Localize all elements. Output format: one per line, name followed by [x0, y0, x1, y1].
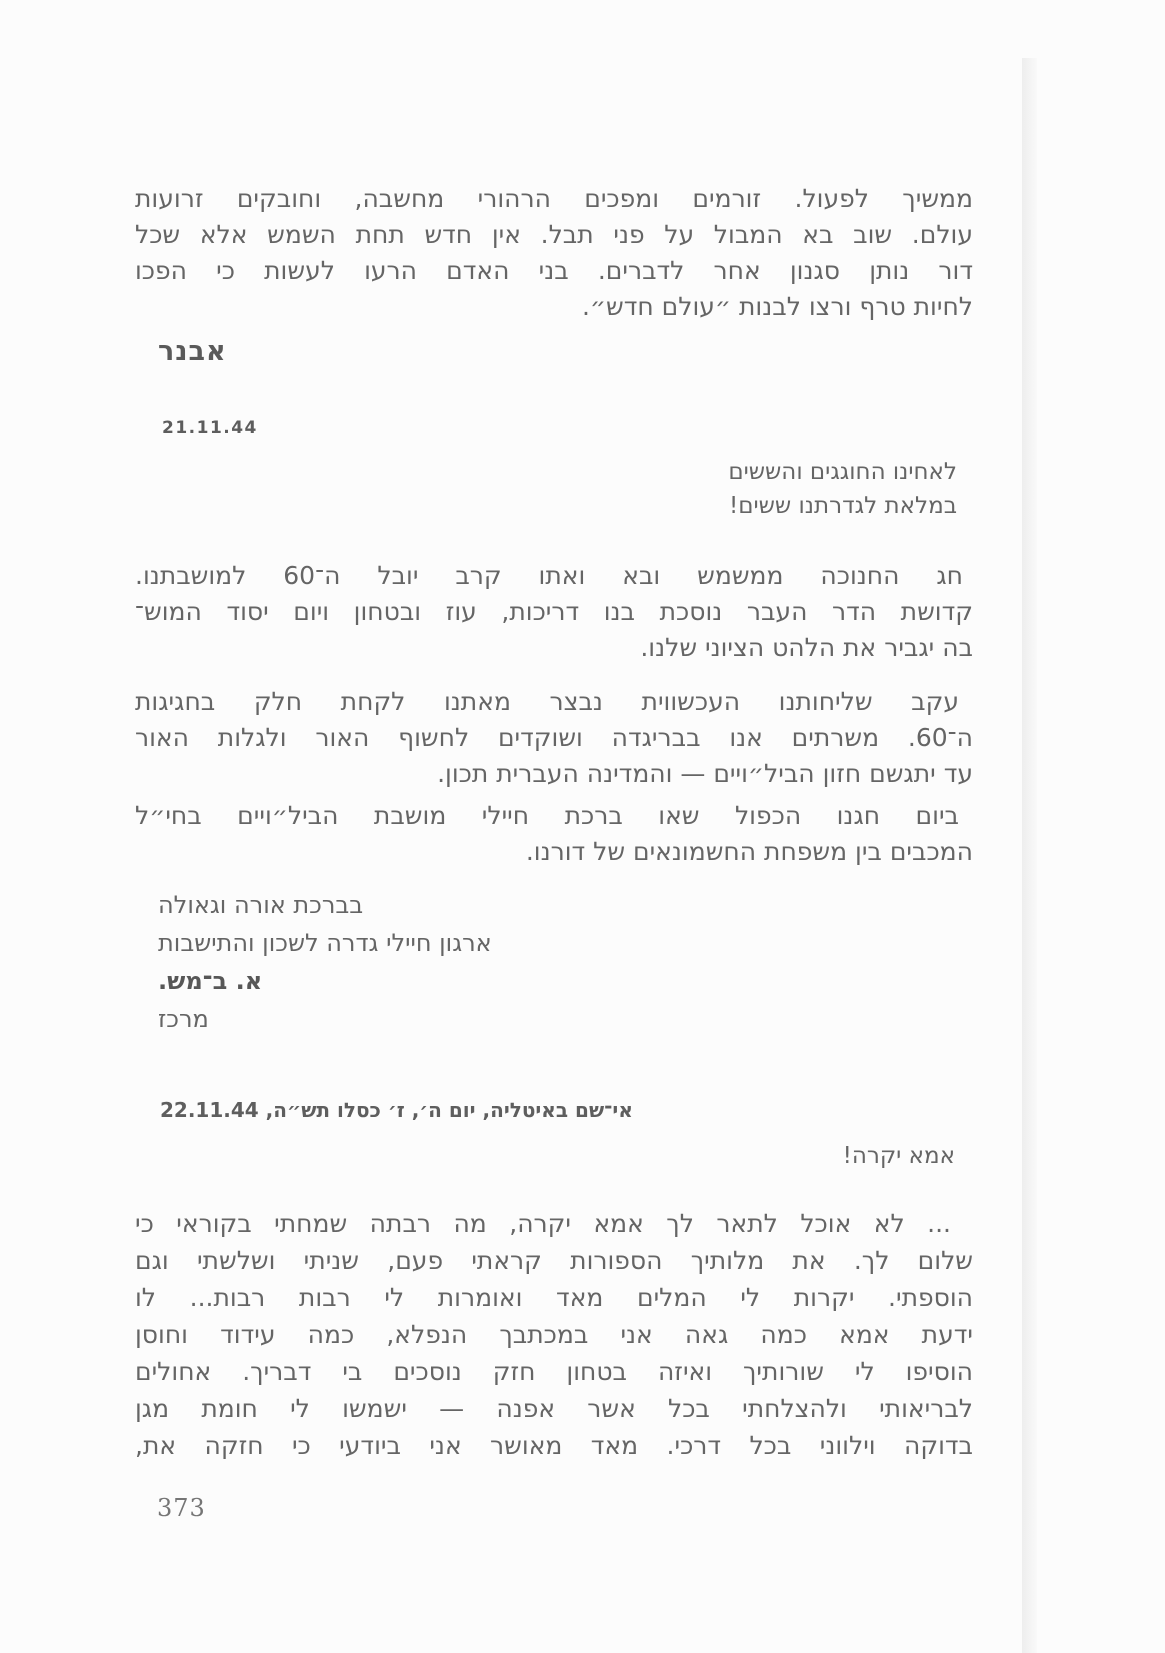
paragraph-line: לבריאותי ולהצלחתי בכל אשר אפנה — ישמשו לי חומת מגן [135, 1394, 973, 1423]
letter3-dateline: אי־שם באיטליה, יום ה׳, ז׳ כסלו תש״ה, 22.11.44 [160, 1098, 633, 1122]
letter2-closing [158, 886, 492, 1038]
paragraph-line: ידעת אמא כמה גאה אני במכתבך הנפלא, כמה עידוד וחוסן [135, 1320, 973, 1349]
letter3-salutation: אמא יקרה! [842, 1143, 955, 1169]
paragraph-line: ביום חגנו הכפול שאו ברכת חיילי מושבת הביל״ויים בחי״ל [135, 801, 959, 830]
letter2-salutation [135, 455, 957, 523]
paragraph-line: ממשיך לפעול. זורמים ומפכים הרהורי מחשבה, וחובקים זרועות [135, 184, 973, 213]
paragraph-line: בה יגביר את הלהט הציוני שלנו. [640, 633, 973, 662]
paragraph-line: קדושת הדר העבר נוסכת בנו דריכות, עוז ובטחון ויום יסוד המוש־ [135, 597, 973, 626]
salutation-line: לאחינו החוגגים והששים [728, 459, 957, 485]
paragraph-line: הוספתי. יקרות לי המלים מאד ואומרות לי רבות רבות... לו [135, 1283, 973, 1312]
letter1-closing-paragraph [135, 181, 973, 325]
letter2-paragraph-2 [135, 684, 973, 792]
letter1-signature: אבנר [158, 336, 227, 367]
paragraph-line: המכבים בין משפחת החשמונאים של דורנו. [525, 837, 973, 866]
letter2-paragraph-1 [135, 558, 973, 666]
closing-line: מרכז [158, 1005, 209, 1033]
paragraph-line: עד יתגשם חזון הביל״ויים — והמדינה העברית תכון. [437, 759, 973, 788]
paragraph-line: דור נותן סגנון אחר לדברים. בני האדם הרעו לעשות כי הפכו [135, 256, 973, 285]
letter2-paragraph-3 [135, 798, 973, 870]
paragraph-line: ... לא אוכל לתאר לך אמא יקרה, מה רבתה שמחתי בקוראי כי [135, 1209, 951, 1238]
closing-signature: א. ב־מש. [158, 967, 263, 995]
paragraph-line: עקב שליחותנו העכשווית נבצר מאתנו לקחת חלק בחגיגות [135, 687, 959, 716]
paragraph-line: ה־60. משרתים אנו בבריגדה ושוקדים לחשוף האור ולגלות האור [135, 723, 973, 752]
salutation-line: במלאת לגדרתנו ששים! [728, 493, 957, 519]
letter3-paragraph [135, 1205, 973, 1464]
closing-line: ארגון חיילי גדרה לשכון והתישבות [158, 929, 492, 957]
paragraph-line: הוסיפו לי שורותיך ואיזה בטחון חזק נוסכים בי דבריך. אחולים [135, 1357, 973, 1386]
paragraph-line: עולם. שוב בא המבול על פני תבל. אין חדש תחת השמש אלא שכל [135, 220, 973, 249]
paragraph-line: לחיות טרף ורצו לבנות ״עולם חדש״. [581, 292, 973, 321]
paragraph-line: שלום לך. את מלותיך הספורות קראתי פעם, שניתי ושלשתי וגם [135, 1246, 973, 1275]
page-edge-shadow [1022, 58, 1037, 1653]
paragraph-line: בדוקה וילווני בכל דרכי. מאד מאושר אני ביודעי כי חזקה את, [135, 1431, 973, 1460]
paragraph-line: חג החנוכה ממשמש ובא ואתו קרב יובל ה־60 למושבתנו. [135, 561, 963, 590]
letter2-date: 21.11.44 [162, 418, 258, 438]
page-number: 373 [157, 1494, 206, 1522]
closing-line: בברכת אורה וגאולה [158, 891, 364, 919]
